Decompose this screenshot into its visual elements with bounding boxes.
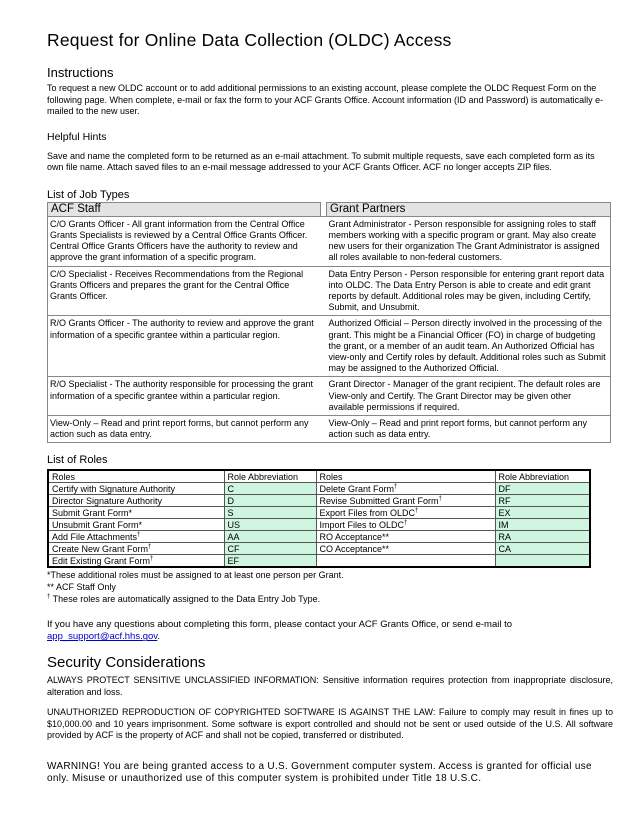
roles-note-acf-staff: ** ACF Staff Only — [47, 582, 116, 593]
page-title: Request for Online Data Collection (OLDC) Access — [47, 30, 452, 50]
table-row — [48, 531, 590, 543]
role-name: Import Files to OLDC† — [316, 519, 495, 531]
roles-heading: List of Roles — [47, 454, 108, 467]
roles-header: Roles — [316, 470, 495, 483]
abbr-header: Role Abbreviation — [224, 470, 316, 483]
roles-header-row — [48, 470, 590, 483]
document-page — [47, 30, 613, 786]
abbr-header: Role Abbreviation — [495, 470, 590, 483]
job-type-cell: Authorized Official – Person directly involved in the processing of the grant. This might be a Financial Officer (FO) in charge of budgeting the grant, or a member of an audit team. An Authorized Official has view-only and Certify roles by default. Additional roles such as Submit may be assigned to the Authorized Official. — [327, 316, 611, 377]
job-type-cell: R/O Grants Officer - The authority to review and approve the grant information of a specific grantee within a particular region. — [48, 316, 321, 377]
job-type-cell: Grant Administrator - Person responsible for assigning roles to staff members working with a specific program or grant. May also create new users for their organization The Grant Administrator is assigned all roles available to non-federal customers. — [327, 216, 611, 266]
role-name — [316, 555, 495, 568]
hints-heading: Helpful Hints — [47, 130, 107, 143]
role-name: Edit Existing Grant Form† — [48, 555, 224, 568]
table-row — [48, 216, 611, 266]
role-abbreviation: S — [224, 507, 316, 519]
support-email-link[interactable]: app_support@acf.hhs.gov — [47, 631, 158, 643]
table-row — [48, 495, 590, 507]
table-row — [48, 483, 590, 495]
security-warning: WARNING! You are being granted access to a U.S. Government computer system. Access is granted for official use only. Misuse or unauthorized use of this computer system is prohibited under Title 18 U.S.C. — [47, 760, 592, 785]
table-row — [48, 519, 590, 531]
role-abbreviation: CF — [224, 543, 316, 555]
job-type-cell: Data Entry Person - Person responsible for entering grant report data into OLDC. The Data Entry Person is able to create and edit grant reports by default. Additional roles may be given, including Certify, Submit, and Unsubmit. — [327, 266, 611, 316]
role-name: CO Acceptance** — [316, 543, 495, 555]
job-type-cell: C/O Grants Officer - All grant information from the Central Office Grants Specialists is reviewed by a Central Office Grants Officer. Central Office Grants Officers have the authority to review and approve the grant information of a specific program. — [48, 216, 321, 266]
grant-partners-header: Grant Partners — [327, 202, 611, 216]
role-abbreviation: EF — [224, 555, 316, 568]
table-row — [48, 266, 611, 316]
role-abbreviation: C — [224, 483, 316, 495]
role-abbreviation: EX — [495, 507, 590, 519]
role-abbreviation — [495, 555, 590, 568]
role-abbreviation: US — [224, 519, 316, 531]
job-types-header-row — [48, 202, 611, 216]
table-row — [48, 543, 590, 555]
roles-note-auto: † These roles are automatically assigned to the Data Entry Job Type. — [47, 594, 321, 605]
job-type-cell: View-Only – Read and print report forms, but cannot perform any action such as data entry. — [48, 415, 321, 442]
roles-note-required: *These additional roles must be assigned to at least one person per Grant. — [47, 570, 344, 581]
role-abbreviation: AA — [224, 531, 316, 543]
hints-text: Save and name the completed form to be returned as an e-mail attachment. To submit multiple requests, save each completed form as its own file name. Attach saved files to an e-mail message addressed to your ACF Grants Officer. ACF no longer accepts ZIP files. — [47, 150, 595, 172]
job-type-cell: Grant Director - Manager of the grant recipient. The default roles are View-only and Certify. The Grant Director may be given other available permissions if required. — [327, 377, 611, 416]
table-row — [48, 377, 611, 416]
table-row — [48, 507, 590, 519]
job-type-cell: View-Only – Read and print report forms, but cannot perform any action such as data entry. — [327, 415, 611, 442]
job-types-heading: List of Job Types — [47, 188, 130, 201]
instructions-heading: Instructions — [47, 65, 114, 80]
role-name: Certify with Signature Authority — [48, 483, 224, 495]
security-paragraph-2: UNAUTHORIZED REPRODUCTION OF COPYRIGHTED SOFTWARE IS AGAINST THE LAW: Failure to comply may result in fines up to $10,000.00 and 10 years imprisonment. Some software is export controlled and should not be sent or used outside of the U.S. All software provided by ACF is the property of ACF and shall not be copied, transferred or distributed. — [47, 707, 613, 741]
role-abbreviation: IM — [495, 519, 590, 531]
role-name: Revise Submitted Grant Form† — [316, 495, 495, 507]
security-paragraph-1: ALWAYS PROTECT SENSITIVE UNCLASSIFIED INFORMATION: Sensitive information requires protection from inappropriate disclosure, alteration and loss. — [47, 675, 613, 697]
role-name: Director Signature Authority — [48, 495, 224, 507]
instructions-text: To request a new OLDC account or to add additional permissions to an existing account, please complete the OLDC Request Form on the following page. When complete, e-mail or fax the form to your ACF Grants Office. Account information (ID and Password) is automatically e-mailed to the new user. — [47, 83, 604, 116]
role-name: Submit Grant Form* — [48, 507, 224, 519]
roles-table — [47, 469, 591, 568]
job-types-table — [47, 202, 611, 444]
role-abbreviation: DF — [495, 483, 590, 495]
role-name: Export Files from OLDC† — [316, 507, 495, 519]
role-name: Unsubmit Grant Form* — [48, 519, 224, 531]
role-name: Add File Attachments† — [48, 531, 224, 543]
role-abbreviation: RF — [495, 495, 590, 507]
role-name: RO Acceptance** — [316, 531, 495, 543]
table-row — [48, 415, 611, 442]
role-name: Create New Grant Form† — [48, 543, 224, 555]
role-name: Delete Grant Form† — [316, 483, 495, 495]
role-abbreviation: D — [224, 495, 316, 507]
job-type-cell: R/O Specialist - The authority responsible for processing the grant information of a specific grantee within a particular region. — [48, 377, 321, 416]
acf-staff-header: ACF Staff — [48, 202, 321, 216]
roles-header: Roles — [48, 470, 224, 483]
table-row — [48, 316, 611, 377]
role-abbreviation: RA — [495, 531, 590, 543]
role-abbreviation: CA — [495, 543, 590, 555]
table-row — [48, 555, 590, 568]
security-heading: Security Considerations — [47, 654, 206, 672]
contact-text: If you have any questions about completing this form, please contact your ACF Grants Office, or send e-mail to app_support@acf.hhs.gov. — [47, 619, 513, 643]
job-type-cell: C/O Specialist - Receives Recommendations from the Regional Grants Officers and prepares the grant for the Central Office Grants Officer. — [48, 266, 321, 316]
